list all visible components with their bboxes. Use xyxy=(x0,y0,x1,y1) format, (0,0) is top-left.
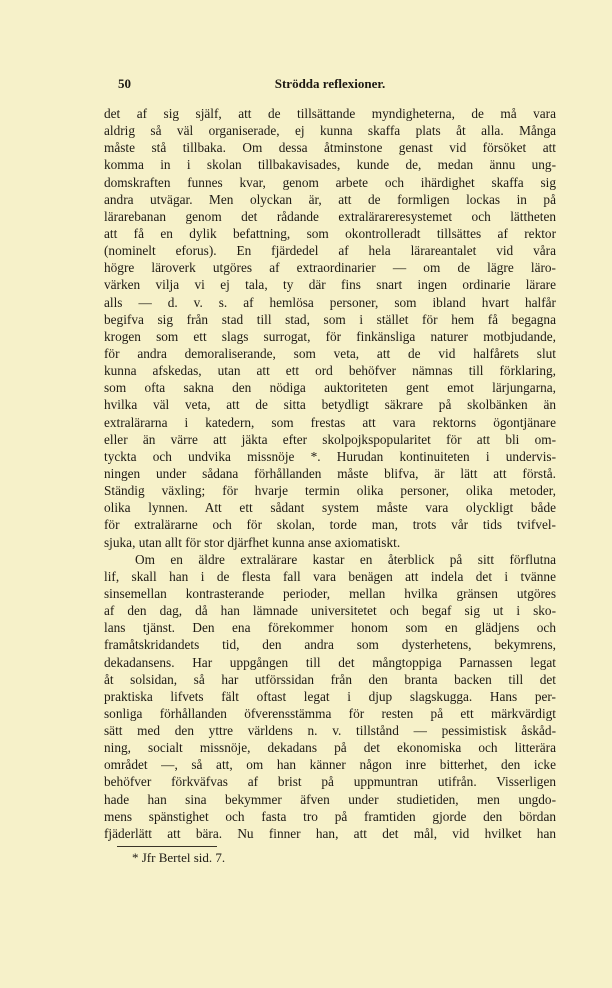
text-line: komma in i skolan tillbakavisades, kunde de, medan ännu ung- xyxy=(104,157,556,173)
text-line: sonliga förhållanden öfverensstämma för resten på ett märkvärdigt xyxy=(104,705,556,721)
text-line: praktiska lifvets fält oftast legat i djup slagskugga. Hans per- xyxy=(104,688,556,704)
text-line: ningen under sådana förhållanden måste blifva, är lätt att förstå. xyxy=(104,465,556,481)
text-line: lans tjänst. Den ena förekommer honom som en glädjens och xyxy=(104,620,556,636)
text-line: tyckta och undvika missnöje *. Hurudan kontinuiteten i undervis- xyxy=(104,448,556,464)
body-text xyxy=(104,105,556,842)
text-line: sätt med den yttre världens n. v. tillstånd — pessimistisk åskåd- xyxy=(104,723,556,739)
text-line: (nominelt eforus). En fjärdedel af hela lärareantalet vid våra xyxy=(104,243,556,259)
text-line: begifva sig från stad till stad, som i stället för hem få begagna xyxy=(104,311,556,327)
page-header xyxy=(104,76,556,96)
text-line: för extralärarne och för skolan, torde man, trots vår tids tvifvel- xyxy=(104,517,556,533)
text-line: ning, socialt missnöje, dekadans på det ekonomiska och litterära xyxy=(104,740,556,756)
text-line: värken vilja vi ej tala, ty där fins snart ingen ordinarie lärare xyxy=(104,277,556,293)
text-line: området —, så att, om han känner någon inre bitterhet, den icke xyxy=(104,757,556,773)
text-line: Om en äldre extralärare kastar en återblick på sitt förflutna xyxy=(135,551,556,567)
text-line: andra utvägar. Men olyckan är, att de formligen lockas in på xyxy=(104,191,556,207)
text-line: framåtskridandets tid, den andra som dysterhetens, bekymrens, xyxy=(104,637,556,653)
text-line: högre läroverk utgöres af extraordinarier — om de lägre läro- xyxy=(104,260,556,276)
footnote-divider xyxy=(117,846,217,847)
running-title: Strödda reflexioner. xyxy=(274,76,386,91)
text-line: alls — d. v. s. af hemlösa personer, som ibland hvart halfår xyxy=(104,294,556,310)
text-line: lärarebanan genom det rådande extralärareresystemet och lättheten xyxy=(104,208,556,224)
text-line: aldrig så väl organiserade, ej kunna skaffa plats åt alla. Många xyxy=(104,123,556,139)
text-line: kunna afskedas, utan att ett ord behöfver nämnas till förklaring, xyxy=(104,363,556,379)
text-line: eller än värre att jäkta efter skolpojkspopularitet för att bli om- xyxy=(104,431,556,447)
text-line: hvilka väl veta, att de sitta betydligt säkrare på skolbänken än xyxy=(104,397,556,413)
text-line: olika lynnen. Att ett sådant system måste vara olyckligt både xyxy=(104,500,556,516)
text-line: åt solsidan, så har utförssidan från den branta backen till det xyxy=(104,671,556,687)
text-line: Ständig växling; för hvarje termin olika personer, olika metoder, xyxy=(104,483,556,499)
text-line: dekadansens. Har uppgången till det mångtoppiga Parnassen legat xyxy=(104,654,556,670)
text-line: mens spänstighet och fasta tro på framtiden gjorde den bördan xyxy=(104,808,556,824)
text-line: som ofta sakna den nödiga auktoriteten gent emot lärjungarna, xyxy=(104,380,556,396)
text-line: lif, skall han i de flesta fall vara benägen att indela det i tvänne xyxy=(104,568,556,584)
text-line: krogen som ett slags surrogat, för finkänsliga naturer motbjudande, xyxy=(104,328,556,344)
text-line: af den dag, då han lämnade universitetet och begaf sig ut i sko- xyxy=(104,603,556,619)
footnote: * Jfr Bertel sid. 7. xyxy=(132,850,226,865)
text-line: att få en dylik befattning, som okontrolleradt tillsättes af rektor xyxy=(104,225,556,241)
text-line: fjäderlätt att bära. Nu finner han, att det mål, vid hvilket han xyxy=(104,825,556,841)
text-line: måste stå tillbaka. Om dessa åtminstone genast vid försöket att xyxy=(104,140,556,156)
text-line: sjuka, utan allt för stor djärfhet kunna anse axiomatiskt. xyxy=(104,534,401,550)
text-line: hade han sina bekymmer äfven under studietiden, men ungdo- xyxy=(104,791,556,807)
text-line: behöfver förkväfvas af brist på uppmuntran utifrån. Visserligen xyxy=(104,774,556,790)
text-line: sinsemellan kontrasterande perioder, mellan hvilka gränsen utgöres xyxy=(104,585,556,601)
page-number: 50 xyxy=(118,76,131,91)
text-line: för andra demoraliserande, som veta, att de vid halfårets slut xyxy=(104,345,556,361)
text-line: det af sig själf, att de tillsättande myndigheterna, de må vara xyxy=(104,106,556,121)
text-line: domskraften funnes kvar, genom arbete och ihärdighet skaffa sig xyxy=(104,174,556,190)
text-line: extralärarna i katedern, som frestas att vara rektorns ögontjänare xyxy=(104,414,556,430)
